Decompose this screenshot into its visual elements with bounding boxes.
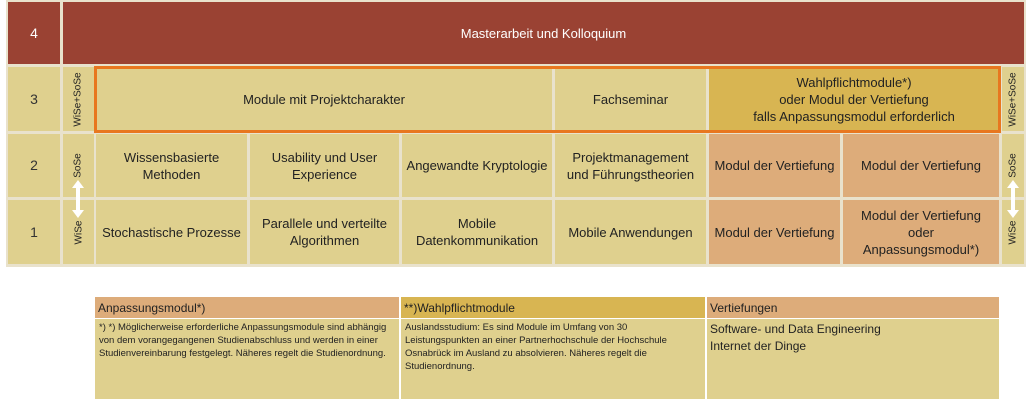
vertiefung-item: Software- und Data Engineering: [710, 322, 881, 336]
semester-text: SoSe: [73, 153, 84, 178]
fachseminar: Fachseminar: [555, 67, 706, 131]
modul-der-vertiefung-2a: Modul der Vertiefung: [709, 134, 840, 197]
semester-text: SoSe: [1007, 153, 1019, 178]
semester-number-2: 2: [8, 134, 60, 197]
usability-user-experience: Usability und User Experience: [250, 134, 399, 197]
wahl-line-3: falls Anpassungsmodul erforderlich: [753, 108, 955, 124]
vertiefung-item: Internet der Dinge: [710, 339, 807, 353]
legend-wahlpflicht-header: **)Wahlpflichtmodule: [401, 297, 705, 318]
module-mit-projektcharakter: Module mit Projektcharakter: [96, 67, 552, 131]
semester-label-right-3: [1002, 67, 1024, 131]
legend-wahlpflicht-body: Auslandsstudium: Es sind Module im Umfang von 30 Leistungspunkten an einer Partnerhochschule der Hochschule Osnabrück im Ausland zu absolvieren. Näheres regelt die Studienordnung.: [401, 319, 705, 399]
mobile-datenkommunikation: Mobile Datenkommunikation: [402, 200, 552, 264]
double-arrow-icon-left: [71, 180, 85, 218]
semester-text: WiSe: [1007, 220, 1019, 244]
semester-text: WiSe: [73, 220, 84, 244]
projektmanagement: Projektmanagement und Führungstheorien: [555, 134, 706, 197]
modul-der-vertiefung-2b: Modul der Vertiefung: [843, 134, 999, 197]
semester-text: WiSe+SoSe: [73, 71, 85, 127]
legend-anpassung-header: Anpassungsmodul*): [95, 297, 399, 318]
masterarbeit-kolloquium: Masterarbeit und Kolloquium: [63, 2, 1024, 64]
wissensbasierte-methoden: Wissensbasierte Methoden: [96, 134, 247, 197]
parallele-verteilte-algorithmen: Parallele und verteilte Algorithmen: [250, 200, 399, 264]
modul-der-vertiefung-1a: Modul der Vertiefung: [709, 200, 840, 264]
legend-vertiefungen-body: [707, 319, 999, 399]
mobile-anwendungen: Mobile Anwendungen: [555, 200, 706, 264]
legend-anpassung-body: *) *) Möglicherweise erforderliche Anpassungsmodule sind abhängig von dem vorangegangenen Studienabschluss und werden in einer Studienvereinbarung festgelegt. Näheres regelt die Studienordnung.: [95, 319, 399, 399]
semester-number-4: 4: [8, 2, 60, 64]
highlight-border: [94, 66, 1001, 133]
legend-vertiefungen-header: Vertiefungen: [707, 297, 999, 318]
modul-der-vertiefung-oder-anpassung: Modul der Vertiefung oder Anpassungsmodul*): [843, 200, 999, 264]
double-arrow-icon-right: [1006, 180, 1020, 218]
wahl-line-1: Wahlpflichtmodule*): [796, 74, 912, 90]
angewandte-kryptologie: Angewandte Kryptologie: [402, 134, 552, 197]
semester-number-1: 1: [8, 200, 60, 264]
stochastische-prozesse: Stochastische Prozesse: [96, 200, 247, 264]
semester-number-3: 3: [8, 67, 60, 131]
wahl-line-2: oder Modul der Vertiefung: [779, 91, 929, 107]
semester-text: WiSe+SoSe: [1007, 71, 1019, 127]
semester-label-left-3: [63, 67, 94, 131]
